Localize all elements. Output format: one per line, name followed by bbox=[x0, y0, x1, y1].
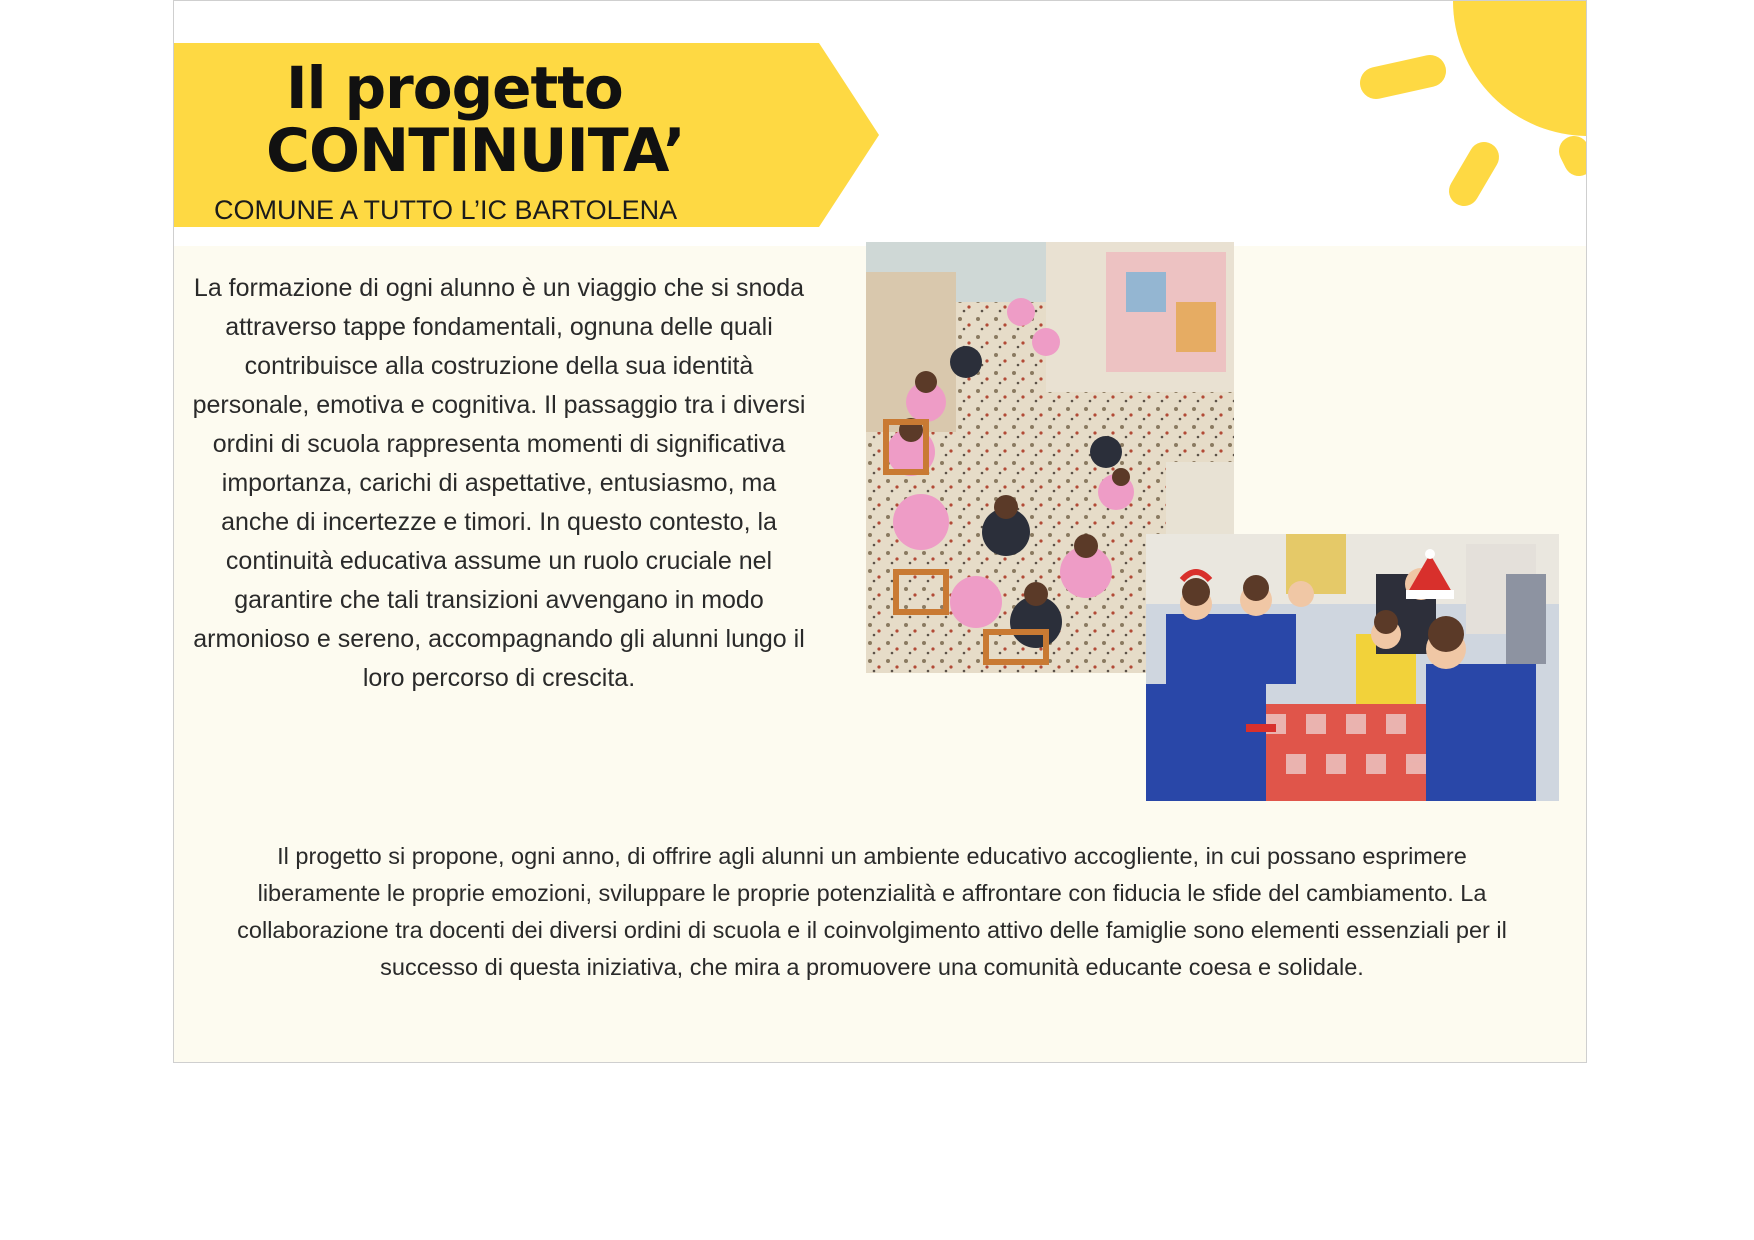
intro-paragraph: La formazione di ogni alunno è un viaggio che si snoda attraverso tappe fondamentali, ognuna delle quali contribuisce alla costruzione della sua identità personale, emotiva e cognitiva. Il passaggio tra i diversi ordini di scuola rappresenta momenti di significativa importanza, carichi di aspettative, entusiasmo, ma anche di incertezze e timori. In questo contesto, la continuità educativa assume un ruolo cruciale nel garantire che tali transizioni avvengano in modo armonioso e sereno, accompagnando gli alunni lungo il loro percorso di crescita. bbox=[192, 274, 806, 692]
sun-icon bbox=[1324, 1, 1587, 231]
slide bbox=[173, 0, 1587, 1063]
project-paragraph: Il progetto si propone, ogni anno, di offrire agli alunni un ambiente educativo accogliente, in cui possano esprimere liberamente le proprie emozioni, sviluppare le proprie potenzialità e affrontare con fiducia le sfide del cambiamento. La collaborazione tra docenti dei diversi ordini di scuola e il coinvolgimento attivo delle famiglie sono elementi essenziali per il successo di questa iniziativa, che mira a promuovere una comunità educante coesa e solidale. bbox=[237, 843, 1507, 980]
title-line-1: Il progetto bbox=[286, 54, 623, 122]
title-line-2: CONTINUITA’ bbox=[266, 116, 685, 186]
christmas-activity-photo bbox=[1146, 534, 1559, 801]
subtitle: COMUNE A TUTTO L’IC BARTOLENA bbox=[214, 195, 678, 225]
